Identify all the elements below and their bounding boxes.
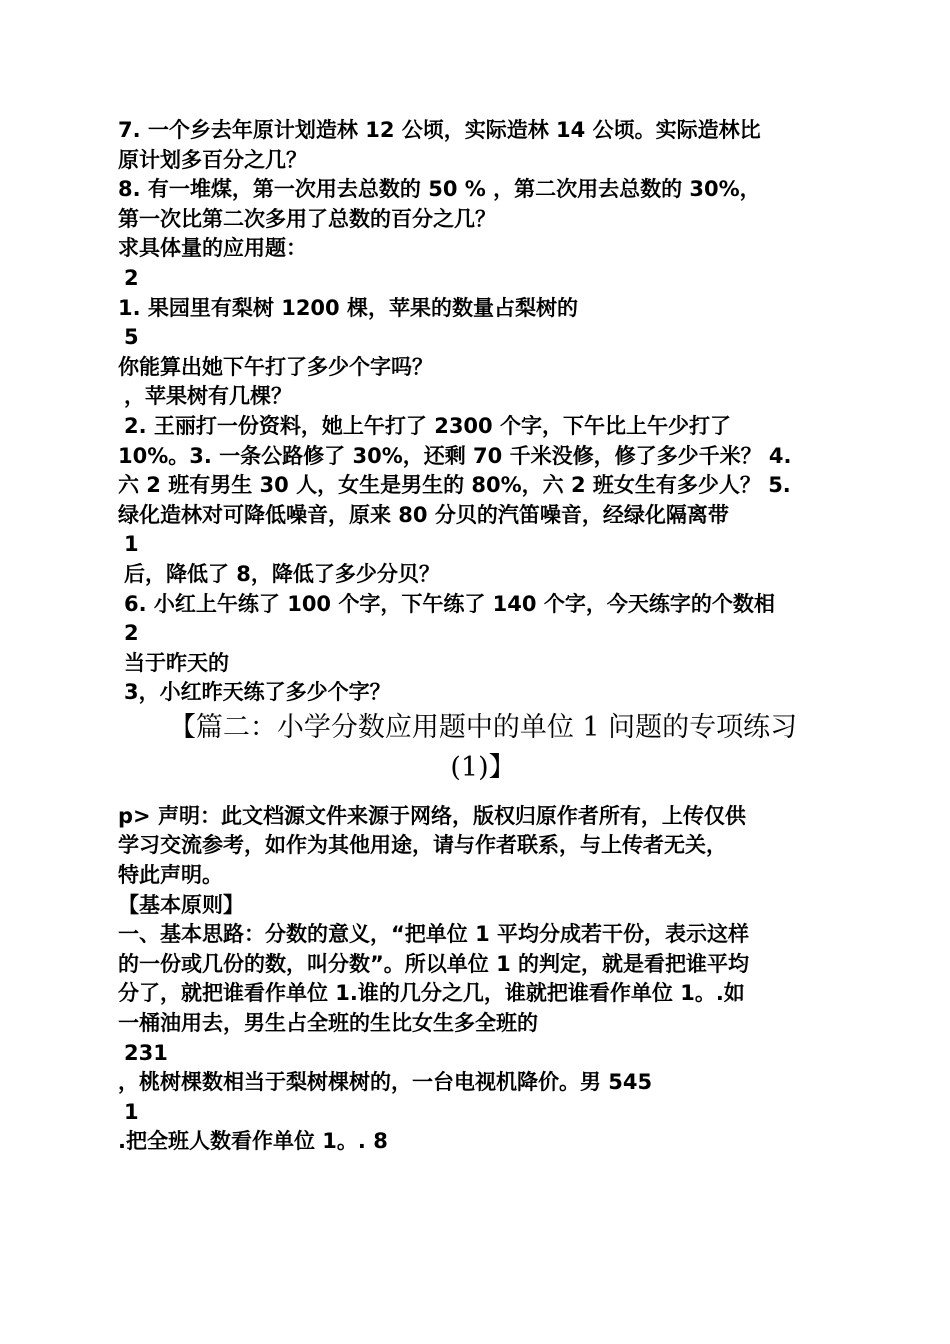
- text-line: 分了，就把谁看作单位 1.谁的几分之几，谁就把谁看作单位 1。.如: [118, 981, 745, 1006]
- text-line: 2. 王丽打一份资料，她上午打了 2300 个字，下午比上午少打了: [124, 413, 731, 438]
- text-line: .把全班人数看作单位 1。. 8: [118, 1129, 388, 1154]
- text-line: 特此声明。: [118, 863, 223, 888]
- section-label: 求具体量的应用题：: [118, 236, 307, 261]
- text-line: 一桶油用去，男生占全班的生比女生多全班的: [118, 1011, 538, 1036]
- heading-line: (1)】: [450, 751, 516, 783]
- text-line: 8. 有一堆煤，第一次用去总数的 50 % ，第二次用去总数的 30%，: [118, 177, 761, 202]
- text-line: 10%。3. 一条公路修了 30%，还剩 70 千米没修，修了多少千米？ 4.: [118, 443, 792, 468]
- text-line: 原计划多百分之几？: [118, 147, 307, 172]
- text-line: 绿化造林对可降低噪音，原来 80 分贝的汽笛噪音，经绿化隔离带: [118, 502, 729, 527]
- text-line: p> 声明：此文档源文件来源于网络，版权归原作者所有，上传仅供: [118, 803, 746, 828]
- fraction-numerator: 1: [124, 532, 139, 557]
- text-line: 当于昨天的: [124, 650, 229, 675]
- fraction-denominator: 2: [124, 621, 139, 646]
- text-line: 你能算出她下午打了多少个字吗？: [118, 354, 433, 379]
- text-line: ，桃树棵数相当于梨树棵树的，一台电视机降价。男 545: [118, 1070, 653, 1095]
- text-line: 第一次比第二次多用了总数的百分之几？: [118, 206, 496, 231]
- text-line: 7. 一个乡去年原计划造林 12 公顷，实际造林 14 公顷。实际造林比: [118, 118, 761, 142]
- text-line: 3，小红昨天练了多少个字？: [124, 680, 391, 705]
- fraction-numerator: 2: [124, 265, 139, 290]
- text-line: 学习交流参考，如作为其他用途，请与作者联系，与上传者无关，: [118, 833, 727, 858]
- text-line: 一、基本思路：分数的意义，“把单位 1 平均分成若干份，表示这样: [118, 922, 750, 947]
- text-line: 6. 小红上午练了 100 个字，下午练了 140 个字，今天练字的个数相: [124, 591, 775, 616]
- text-line: 的一份或几份的数，叫分数”。所以单位 1 的判定，就是看把谁平均: [118, 951, 750, 976]
- text-line: 后，降低了 8，降低了多少分贝？: [124, 561, 440, 586]
- text-line: 1. 果园里有梨树 1200 棵，苹果的数量占梨树的: [118, 295, 578, 320]
- text-line: 六 2 班有男生 30 人，女生是男生的 80%，六 2 班女生有多少人？ 5.: [118, 473, 791, 498]
- section-heading: [118, 708, 848, 788]
- text-line: ，苹果树有几棵？: [124, 384, 292, 409]
- document-body: [118, 116, 848, 1157]
- fraction-denominator: 5: [124, 325, 139, 350]
- subsection-title: 【基本原则】: [118, 892, 244, 917]
- heading-line: 【篇二：小学分数应用题中的单位 1 问题的专项练习: [168, 711, 798, 743]
- fraction-numerator: 1: [124, 1099, 139, 1124]
- fraction-numerators: 231: [124, 1040, 168, 1065]
